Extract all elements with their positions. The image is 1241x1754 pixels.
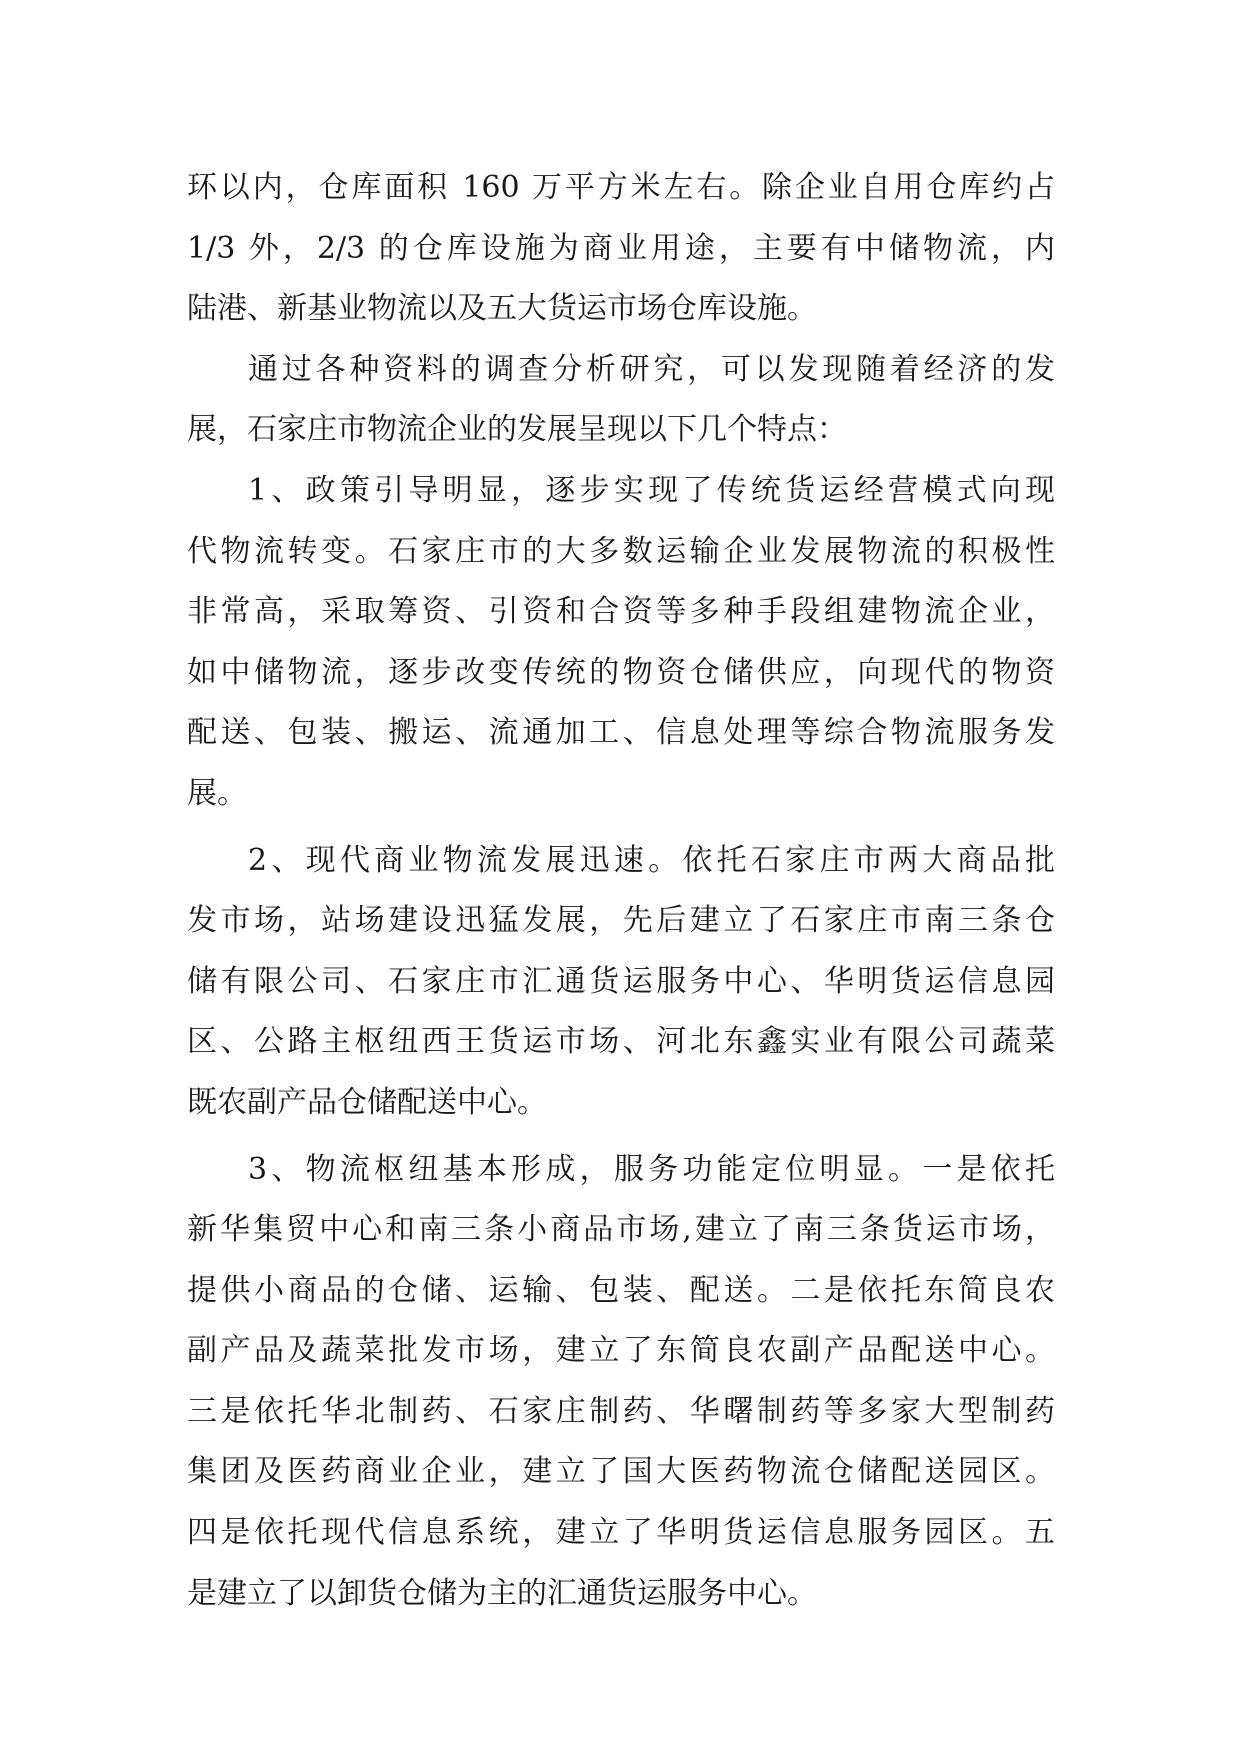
text-line: 集团及医药商业企业，建立了国大医药物流仓储配送园区。 xyxy=(187,1454,1055,1490)
text-line: 四是依托现代信息系统，建立了华明货运信息服务园区。五 xyxy=(187,1515,1055,1551)
text-line: 三是依托华北制药、石家庄制药、华曙制药等多家大型制药 xyxy=(187,1393,1055,1429)
text-line: 陆港、新基业物流以及五大货运市场仓库设施。 xyxy=(187,291,817,327)
paragraph-2 xyxy=(187,340,1055,461)
paragraph-1 xyxy=(187,158,1055,340)
text-line: 非常高，采取筹资、引资和合资等多种手段组建物流企业， xyxy=(187,594,1055,630)
text-line: 展。 xyxy=(187,775,247,811)
text-line: 是建立了以卸货仓储为主的汇通货运服务中心。 xyxy=(187,1575,817,1611)
text-line: 新华集贸中心和南三条小商品市场,建立了南三条货运市场， xyxy=(187,1212,1055,1248)
text-line: 提供小商品的仓储、运输、包装、配送。二是依托东简良农 xyxy=(187,1272,1055,1308)
text-line: 2、现代商业物流发展迅速。依托石家庄市两大商品批 xyxy=(248,842,1055,878)
text-line: 既农副产品仓储配送中心。 xyxy=(187,1084,547,1120)
text-line: 副产品及蔬菜批发市场，建立了东简良农副产品配送中心。 xyxy=(187,1333,1055,1369)
text-line: 配送、包装、搬运、流通加工、信息处理等综合物流服务发 xyxy=(187,715,1055,751)
text-line: 1、政策引导明显，逐步实现了传统货运经营模式向现 xyxy=(248,472,1055,508)
text-line: 展，石家庄市物流企业的发展呈现以下几个特点： xyxy=(187,412,847,448)
text-line: 通过各种资料的调查分析研究，可以发现随着经济的发 xyxy=(248,351,1055,387)
paragraph-3 xyxy=(187,461,1055,825)
paragraph-5 xyxy=(187,1140,1055,1625)
text-line: 发市场，站场建设迅猛发展，先后建立了石家庄市南三条仓 xyxy=(187,903,1055,939)
document-body xyxy=(187,158,1055,1624)
text-line: 区、公路主枢纽西王货运市场、河北东鑫实业有限公司蔬菜 xyxy=(187,1024,1055,1060)
text-line: 环以内，仓库面积 160 万平方米左右。除企业自用仓库约占 xyxy=(187,170,1055,205)
text-line: 1/3 外，2/3 的仓库设施为商业用途，主要有中储物流，内 xyxy=(187,230,1055,266)
text-line: 3、物流枢纽基本形成，服务功能定位明显。一是依托 xyxy=(248,1151,1055,1187)
text-line: 如中储物流，逐步改变传统的物资仓储供应，向现代的物资 xyxy=(187,654,1055,690)
text-line: 储有限公司、石家庄市汇通货运服务中心、华明货运信息园 xyxy=(187,963,1055,999)
paragraph-4 xyxy=(187,831,1055,1134)
text-line: 代物流转变。石家庄市的大多数运输企业发展物流的积极性 xyxy=(187,533,1055,569)
